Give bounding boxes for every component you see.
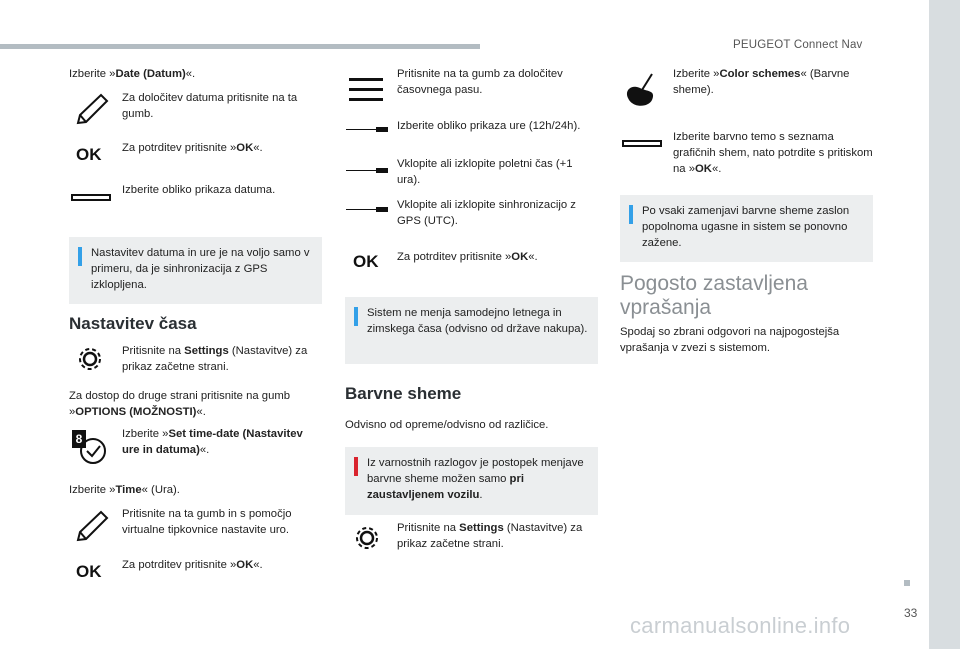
step-set-time-date: Izberite »Set time-date (Nastavitev ure in datuma)«. xyxy=(122,428,303,456)
info-note-3: Po vsaki zamenjavi barvne sheme zaslon popolnoma ugasne in sistem se ponovno zažene. xyxy=(620,195,873,262)
toggle-slider-icon-3 xyxy=(346,207,388,213)
section-heading-color: Barvne sheme xyxy=(345,384,462,403)
step-confirm-2: Za potrditev pritisnite »OK«. xyxy=(122,559,263,571)
info-note: Nastavitev datuma in ure je na voljo samo v primeru, da je sinhronizacija z GPS izklopljena. xyxy=(69,237,322,304)
step-keyboard: Pritisnite na ta gumb in s pomočjo virtualne tipkovnice nastavite uro. xyxy=(122,508,292,536)
format-bar-icon-2 xyxy=(622,140,662,147)
header-title: PEUGEOT Connect Nav xyxy=(733,39,863,51)
page-edge-strip xyxy=(929,0,960,649)
step-date-format: Izberite obliko prikaza datuma. xyxy=(122,184,276,196)
faq-intro: Spodaj so zbrani odgovori na najpogostejša vprašanja v zvezi s sistemom. xyxy=(620,326,840,354)
gear-icon xyxy=(76,345,104,373)
color-intro: Odvisno od opreme/odvisno od različice. xyxy=(345,419,549,431)
watermark: carmanualsonline.info xyxy=(630,613,851,638)
info-icon xyxy=(78,247,82,266)
info-icon-3 xyxy=(629,205,633,224)
ok-icon-3: OK xyxy=(353,252,379,271)
step-confirm-3: Za potrditev pritisnite »OK«. xyxy=(397,251,538,263)
gear-icon-2 xyxy=(353,524,381,552)
badge-8: 8 xyxy=(72,430,86,448)
warning-icon xyxy=(354,457,358,476)
toggle-slider-icon-2 xyxy=(346,168,388,174)
info-icon-2 xyxy=(354,307,358,326)
clock-check-icon xyxy=(78,434,108,464)
header-rule xyxy=(0,44,480,49)
warning-note: Iz varnostnih razlogov je postopek menjave barvne sheme možen samo pri zaustavljenem vozilu. xyxy=(345,447,598,515)
format-bar-icon xyxy=(71,194,111,201)
section-heading-faq: Pogosto zastavljena vprašanja xyxy=(620,272,808,319)
step-open-settings-2: Pritisnite na Settings (Nastavitve) za prikaz začetne strani. xyxy=(397,522,583,550)
section-heading-time: Nastavitev časa xyxy=(69,314,197,333)
step-date-button: Za določitev datuma pritisnite na ta gumb. xyxy=(122,92,298,120)
info-note-2: Sistem ne menja samodejno letnega in zimskega časa (odvisno od države nakupa). xyxy=(345,297,598,364)
step-select-theme: Izberite barvno temo s seznama grafičnih shem, nato potrdite s pritiskom na »OK«. xyxy=(673,131,873,175)
step-gps-sync: Vklopite ali izklopite sinhronizacijo z GPS (UTC). xyxy=(397,199,576,227)
step-timezone: Pritisnite na ta gumb za določitev časovnega pasu. xyxy=(397,68,563,96)
ok-icon: OK xyxy=(76,145,102,164)
step-open-settings: Pritisnite na Settings (Nastavitve) za prikaz začetne strani. xyxy=(122,345,308,373)
step-confirm: Za potrditev pritisnite »OK«. xyxy=(122,142,263,154)
pencil-icon-2 xyxy=(74,510,108,544)
page-number: 33 xyxy=(904,606,918,620)
step-summer-time: Vklopite ali izklopite poletni čas (+1 ura). xyxy=(397,158,573,186)
time-select: Izberite »Time« (Ura). xyxy=(69,484,180,496)
ok-icon-2: OK xyxy=(76,562,102,581)
options-instruction: Za dostop do druge strani pritisnite na gumb »OPTIONS (MOŽNOSTI)«. xyxy=(69,390,291,418)
page-marker xyxy=(904,580,910,586)
step-time-format: Izberite obliko prikaza ure (12h/24h). xyxy=(397,120,581,132)
palette-icon xyxy=(622,72,660,110)
pencil-icon xyxy=(74,93,108,127)
step-color-schemes: Izberite »Color schemes« (Barvne sheme). xyxy=(673,68,850,96)
toggle-slider-icon xyxy=(346,127,388,133)
date-intro: Izberite »Date (Datum)«. xyxy=(69,68,196,80)
